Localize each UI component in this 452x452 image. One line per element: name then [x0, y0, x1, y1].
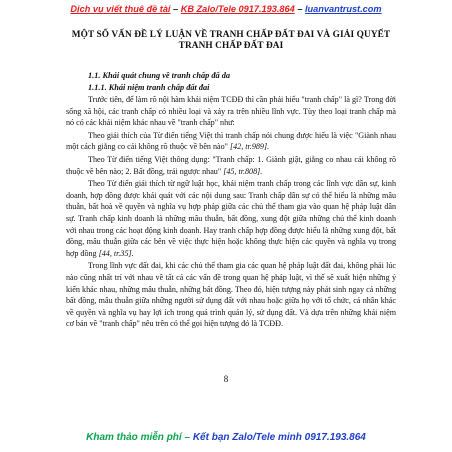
- document-page: [66, 30, 396, 390]
- citation: [42, tr.989].: [230, 142, 270, 152]
- paragraph-text: Theo giải thích của Từ điển tiếng Việt thì tranh chấp nói chung được hiểu là việc "Giành nhau một cách giằng co cái không rõ thuộc về bên nào": [66, 130, 396, 152]
- paragraph: [66, 260, 396, 330]
- banner-separator: –: [181, 432, 193, 443]
- paragraph: [66, 94, 396, 129]
- document-title: MỘT SỐ VẤN ĐỀ LÝ LUẬN VỀ TRANH CHẤP ĐẤT ĐAI VÀ GIẢI QUYẾT TRANH CHẤP ĐẤT ĐAI: [71, 30, 391, 51]
- paragraph: [66, 130, 396, 153]
- free-reference-text[interactable]: Kham thảo miễn phí: [86, 432, 182, 443]
- paragraph-text: Theo Từ điển giải thích từ ngữ luật học, khái niệm tranh chấp trong các lĩnh vực dân sự, kinh doanh, hợp đồng được khái quát với các nội dung sau: Tranh chấp dân sự có thể hiểu là những mâu thuẫn, bất hoà về quyền và nghĩa vụ hợp pháp giữa các chủ thể tham gia vào quan hệ pháp luật dân sự. Tranh chấp kinh doanh là những mâu thuẫn, bất đồng, xung đột giữa những chủ thể kinh doanh với nhau trong các hoạt động kinh doanh. Hay tranh chấp hợp đồng được hiểu là những xung đột, bất đồng, mâu thuẫn giữa các bên về việc thực hiện hoặc không thực hiện các quyền và nghĩa vụ trong hợp đồng: [66, 179, 396, 258]
- banner-contact-link[interactable]: KB Zalo/Tele 0917.193.864: [180, 4, 295, 14]
- paragraph-text: Trước tiên, để làm rõ nội hàm khái niệm TCĐĐ thì cần phải hiểu "tranh chấp" là gì? Trong đời sống xã hội, các tranh chấp có nhiều loại và xảy ra trên nhiều lĩnh vực. Tùy theo loại tranh chấp mà nó có các khái niệm khác nhau về "tranh chấp" như:: [66, 95, 396, 128]
- paragraph-text: Trong lĩnh vực đất đai, khi các chủ thể tham gia các quan hệ pháp luật đất đai, không phải lúc nào cũng nhất trí với nhau về tất cả các vấn đề trong quan hệ pháp luật, vì thế sẽ xuất hiện những ý kiến khác nhau, những mâu thuẫn, những bất đồng. Theo đó, hiện tượng này phát sinh ngay cả những bất đồng, mâu thuẫn giữa những người sử dụng đất với nhau hoặc giữa họ với tổ chức, cá nhân khác về quyền và nghĩa vụ hay lợi ích trong quá trình quản lý, sử dụng đất. Và dựa trên những khái niệm cơ bản về "tranh chấp" nêu trên có thể gọi hiện tượng đó là TCĐĐ.: [66, 261, 396, 329]
- citation: [44, tr.35].: [98, 248, 134, 258]
- banner-website-link[interactable]: luanvantrust.com: [304, 4, 382, 14]
- page-number: 8: [223, 374, 229, 384]
- banner-service-text[interactable]: Dịch vụ viết thuê đề tài: [70, 4, 171, 14]
- paragraph: [66, 178, 396, 259]
- bottom-banner: [0, 432, 452, 443]
- zalo-contact-link[interactable]: Kết bạn Zalo/Tele minh 0917.193.864: [192, 432, 366, 443]
- subsection-heading: 1.1.1. Khái niệm tranh chấp đất đai: [88, 83, 210, 92]
- banner-separator: –: [170, 4, 181, 14]
- section-heading: 1.1. Khái quát chung về tranh chấp đấ da: [88, 71, 230, 80]
- paragraph-text: Theo Từ điển tiếng Việt thông dụng: "Tranh chấp: 1. Giành giật, giằng co nhau cái không rõ thuộc về bên nào; 2. Bất đồng, trái ngược nhau": [66, 154, 396, 176]
- citation: [45, tr.808].: [223, 166, 263, 176]
- top-banner: [0, 4, 452, 14]
- paragraph: [66, 154, 396, 177]
- banner-separator: –: [294, 4, 305, 14]
